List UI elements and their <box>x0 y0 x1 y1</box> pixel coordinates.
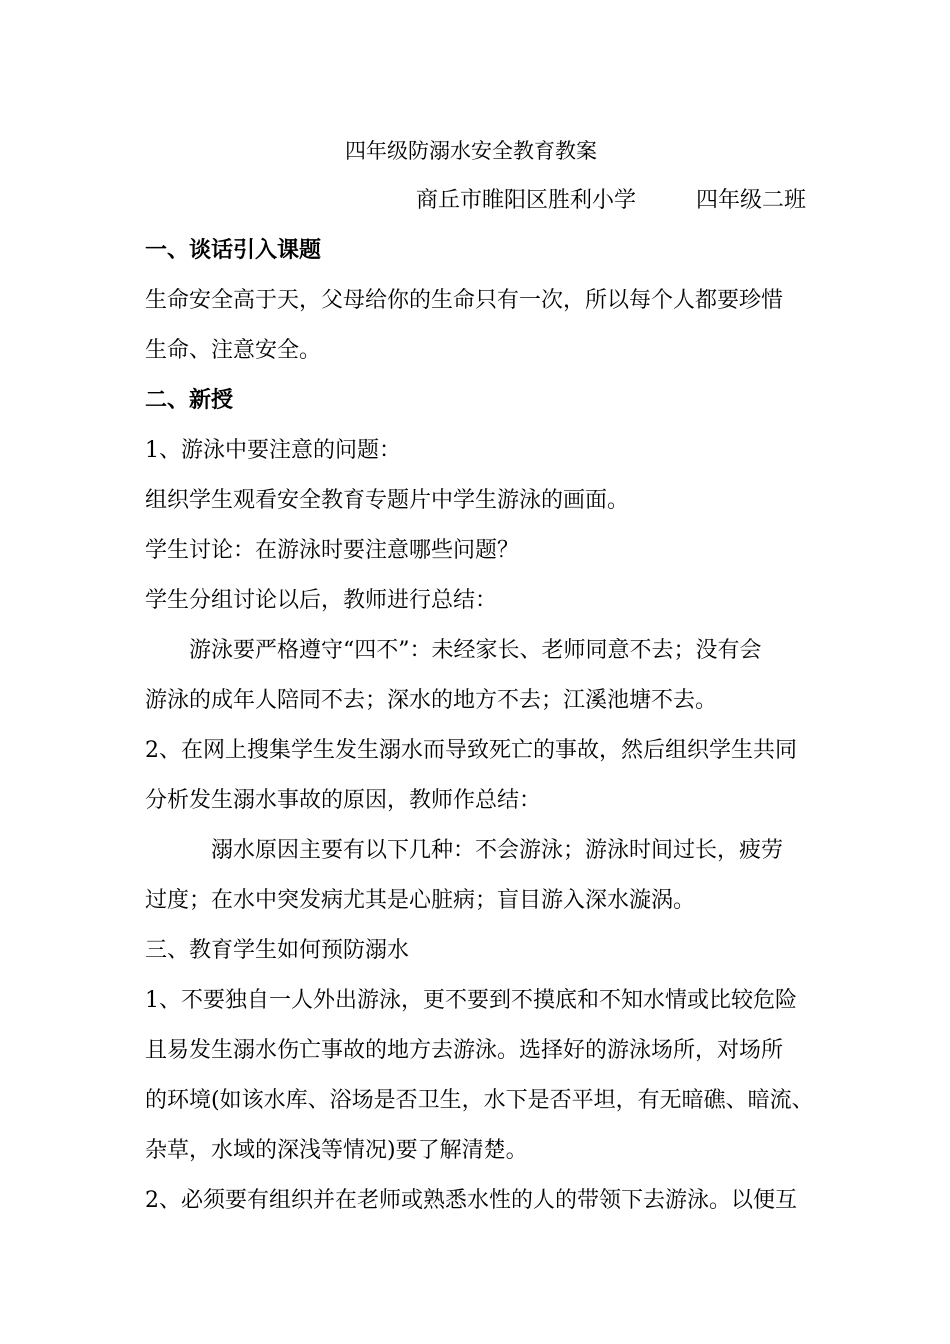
paragraph-line: 溺水原因主要有以下几种：不会游泳；游泳时间过长，疲劳 <box>211 838 784 863</box>
paragraph-line: 2、必须要有组织并在老师或熟悉水性的人的带领下去游泳。以便互 <box>145 1188 797 1213</box>
document-title: 四年级防溺水安全教育教案 <box>345 139 597 163</box>
paragraph-line: 1、不要独自一人外出游泳，更不要到不摸底和不知水情或比较危险 <box>145 988 797 1013</box>
paragraph-line: 2、在网上搜集学生发生溺水而导致死亡的事故，然后组织学生共同 <box>145 738 797 763</box>
paragraph-line: 杂草，水域的深浅等情况)要了解清楚。 <box>145 1138 528 1163</box>
paragraph-line: 学生讨论：在游泳时要注意哪些问题？ <box>145 538 520 563</box>
paragraph-line: 的环境(如该水库、浴场是否卫生，水下是否平坦，有无暗礁、暗流、 <box>145 1088 814 1113</box>
paragraph-line: 过度；在水中突发病尤其是心脏病；盲目游入深水漩涡。 <box>145 888 696 913</box>
paragraph-line: 1、游泳中要注意的问题： <box>145 438 401 463</box>
section3-heading: 三、教育学生如何预防溺水 <box>145 938 410 963</box>
paragraph-line: 游泳的成年人陪同不去；深水的地方不去；江溪池塘不去。 <box>145 688 718 713</box>
section1-heading: 一、谈话引入课题 <box>145 238 322 263</box>
paragraph-line: 学生分组讨论以后，教师进行总结： <box>145 588 498 613</box>
section2-heading: 二、新授 <box>145 388 234 413</box>
paragraph-line: 分析发生溺水事故的原因，教师作总结： <box>145 788 542 813</box>
paragraph-line: 生命安全高于天，父母给你的生命只有一次，所以每个人都要珍惜 <box>145 288 784 313</box>
paragraph-line: 且易发生溺水伤亡事故的地方去游泳。选择好的游泳场所，对场所 <box>145 1038 784 1063</box>
paragraph-line: 游泳要严格遵守“四不”：未经家长、老师同意不去；没有会 <box>189 638 762 663</box>
paragraph-line: 组织学生观看安全教育专题片中学生游泳的画面。 <box>145 488 630 513</box>
class-name: 四年级二班 <box>696 188 807 213</box>
school-name: 商丘市睢阳区胜利小学 <box>416 188 637 213</box>
paragraph-line: 生命、注意安全。 <box>145 338 322 363</box>
